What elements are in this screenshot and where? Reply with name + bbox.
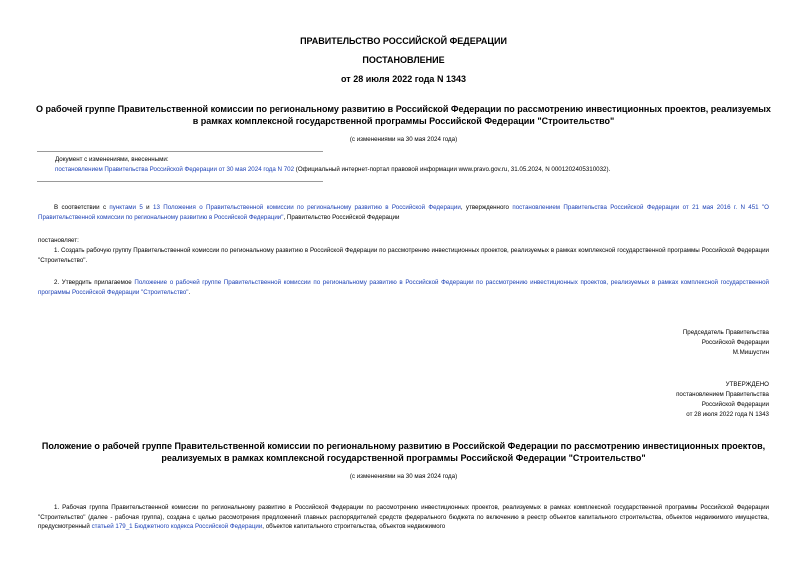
signature-name: М.Мишустин [732,349,769,356]
item-1: 1. Создать рабочую группу Правительственной комиссии по региональному развитию в Российской Федерации по рассмотрению инвестиционных проектов, реализуемых в рамках комплексной государственной программы Российской Федерации "Строительство". [38,247,769,264]
approved-line-2: постановлением Правительства [676,391,769,398]
amended-note: (с изменениями на 30 мая 2024 года) [349,136,458,143]
approved-line-4: от 28 июля 2022 года N 1343 [686,411,769,418]
doc-date-number: от 28 июля 2022 года N 1343 [341,74,466,84]
regulation-title-line-1: Положение о рабочей группе Правительственной комиссии по региональному развитию в Российской Федерации по рассмотрению инвестиционных проектов, [41,441,766,451]
org-name: ПРАВИТЕЛЬСТВО РОССИЙСКОЙ ФЕДЕРАЦИИ [300,36,507,46]
approved-line-1: УТВЕРЖДЕНО [725,381,769,388]
approved-line-3: Российской Федерации [701,401,769,408]
regulation-paragraph-1: 1. Рабочая группа Правительственной комиссии по региональному развитию в Российской Федерации по рассмотрению инвестиционных проектов, реализуемых в рамках комплексной государственной программы Российской Федерации "Строительство" (далее - рабочая группа), создана с целью рассмотрения предложений главных распорядителей средств федерального бюджета по включению в реестр объектов капитального строительства, объектов недвижимого имущества, предусмотренный статьей 179_1 Бюджетного кодекса Российской Федерации, объектов капитального строительства, объектов недвижимого [38,504,769,531]
link-points-5[interactable]: пунктами 5 [109,204,143,211]
signature-line-1: Председатель Правительства [682,329,769,336]
regulation-amended-note: (с изменениями на 30 мая 2024 года) [349,473,458,480]
doc-title-line-2: в рамках комплексной государственной программы Российской Федерации "Строительство" [192,116,615,126]
amend-box-top-rule [37,151,323,152]
amend-source: (Официальный интернет-портал правовой информации www.pravo.gov.ru, 31.05.2024, N 0001202405310032). [294,166,611,173]
link-budget-code-179-1[interactable]: статьей 179_1 Бюджетного кодекса Российской Федерации [91,523,263,531]
amend-box-label: Документ с изменениями, внесенными: [55,156,169,163]
item-2: 2. Утвердить прилагаемое Положение о рабочей группе Правительственной комиссии по региональному развитию в Российской Федерации по рассмотрению инвестиционных проектов, реализуемых в рамках комплексной государственной программы Российской Федерации "Строительство". [38,279,769,296]
doc-title-line-1: О рабочей группе Правительственной комиссии по региональному развитию в Российской Федерации по рассмотрению инвестиционных проектов, реализуемых [36,104,771,114]
decides-word: постановляет: [38,237,79,244]
amend-box-text [55,165,775,175]
amend-box-bottom-rule [37,181,323,182]
link-regulation-working-group[interactable]: Положение о рабочей группе Правительственной комиссии по региональному развитию в Российской Федерации по рассмотрению инвестиционных проектов, реализуемых в рамках комплексной государственной программы Российской Федерации "Строительство" [38,279,769,296]
preamble: В соответствии с пунктами 5 и 13 Положения о Правительственной комиссии по региональному развитию в Российской Федерации, утвержденного постановлением Правительства Российской Федерации от 21 мая 2016 г. N 451 "О Правительственной комиссии по региональному развитию в Российской Федерации", Правительство Российской Федерации [38,204,770,221]
link-decree-451[interactable]: постановлением Правительства Российской Федерации от 21 мая 2016 г. N 451 "О Правительственной комиссии по региональному развитию в Российской Федерации" [38,204,770,221]
link-regulation-commission[interactable]: 13 Положения о Правительственной комиссии по региональному развитию в Российской Федерации [153,204,461,211]
regulation-title-line-2: реализуемых в рамках комплексной государственной программы Российской Федерации "Строительство" [161,453,646,463]
amend-link[interactable]: постановлением Правительства Российской Федерации от 30 мая 2024 года N 702 [55,166,295,173]
doc-type: ПОСТАНОВЛЕНИЕ [362,55,445,65]
signature-line-2: Российской Федерации [701,339,769,346]
